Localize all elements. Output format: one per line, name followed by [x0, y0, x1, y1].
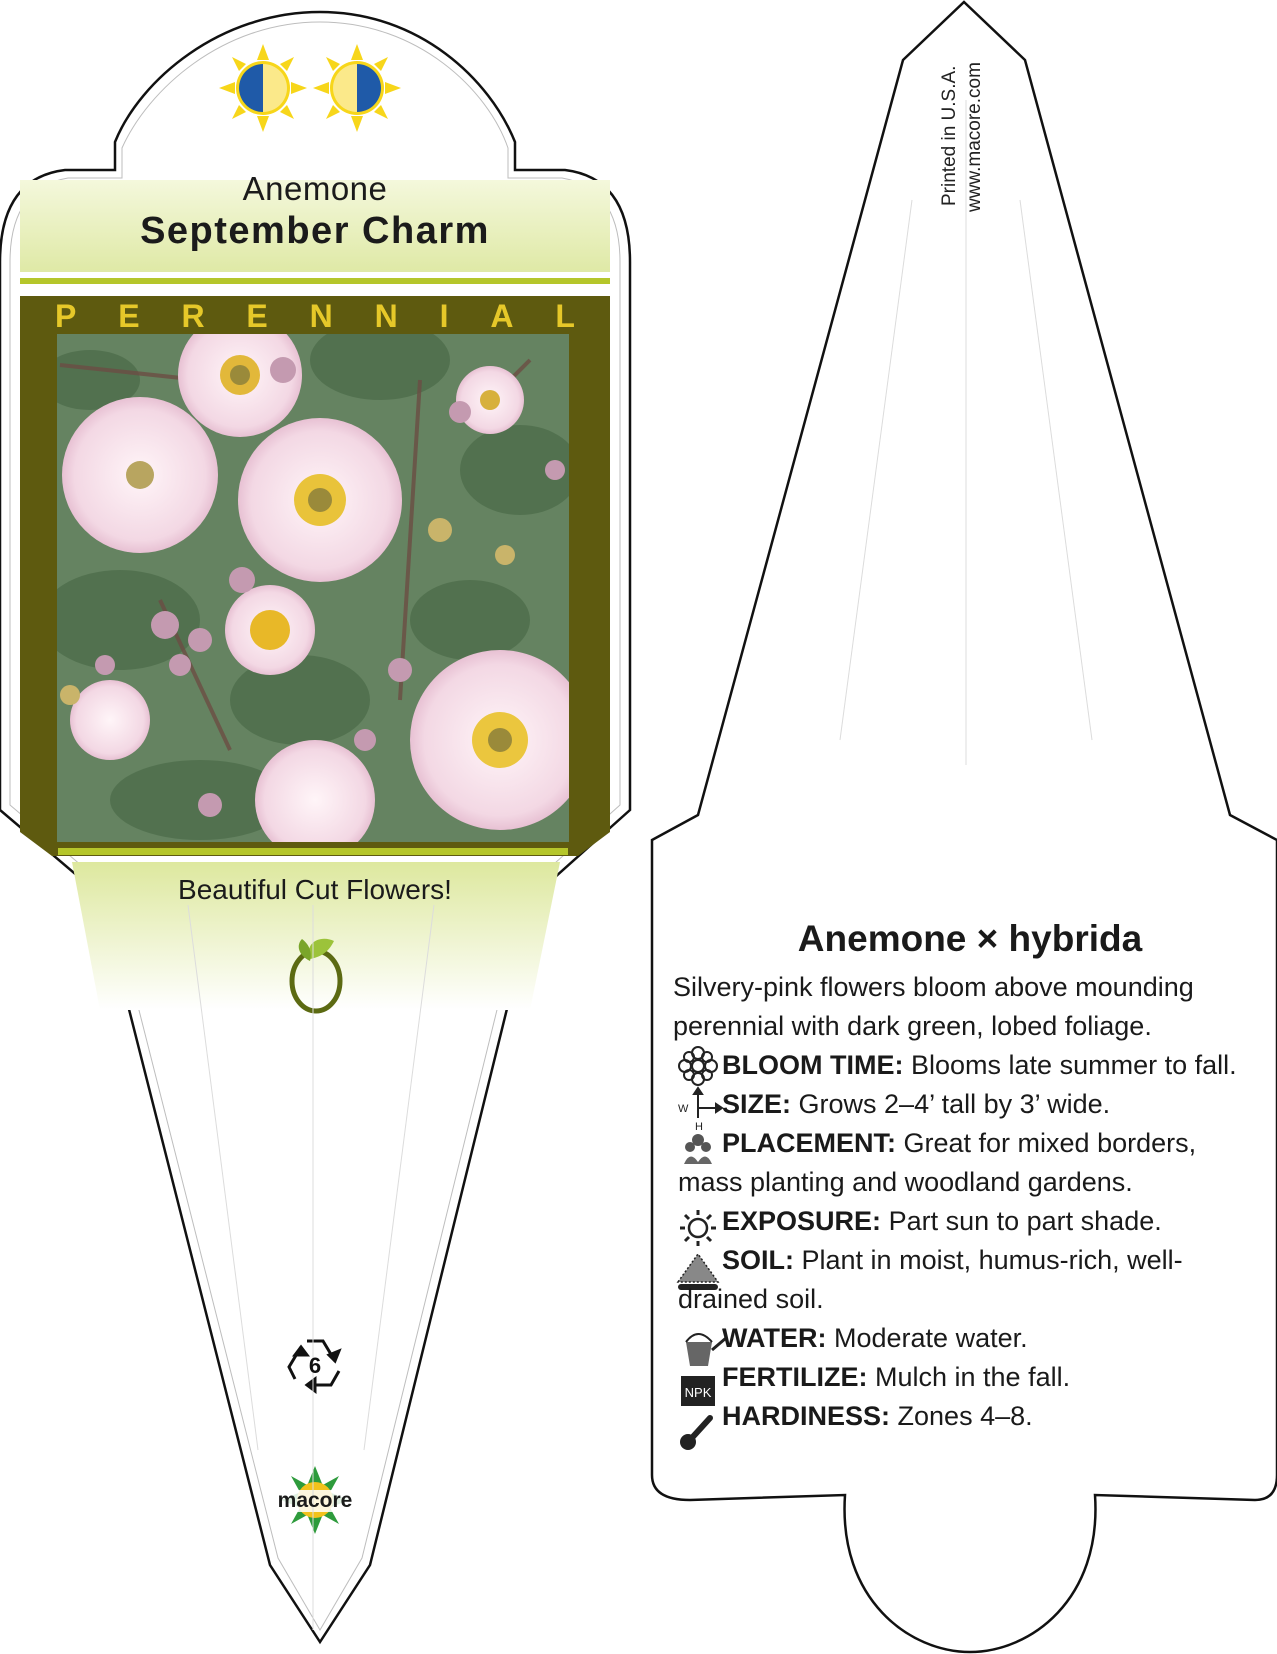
flower-bloom: [456, 366, 524, 434]
npk-label: NPK: [684, 1385, 712, 1400]
flower-photo: [40, 313, 590, 860]
attribute-text: Part sun to part shade.: [888, 1206, 1162, 1236]
category-letter: A: [490, 298, 514, 334]
attribute-row: [678, 1124, 1258, 1202]
description: Silvery-pink flowers bloom above mounding perennial with dark green, lobed foliage.: [673, 972, 1194, 1041]
category-letter: P: [55, 298, 77, 334]
common-name: Anemone: [242, 170, 388, 207]
recycle-code: 6: [308, 1353, 322, 1378]
sun-shade-icon: [313, 44, 401, 132]
attribute-row: [678, 1202, 1258, 1241]
attribute-row: [678, 1085, 1258, 1124]
svg-text:H: H: [695, 1121, 703, 1133]
tagline: Beautiful Cut Flowers!: [178, 874, 452, 905]
attribute-text: Plant in moist, humus-rich, well-drained soil.: [678, 1245, 1183, 1314]
attribute-label: PLACEMENT:: [722, 1128, 896, 1158]
category-letter: N: [309, 298, 333, 334]
category-letter: N: [374, 298, 398, 334]
photo-frame-rule: [58, 848, 568, 855]
sun-shade-icon: [219, 44, 307, 132]
flower-bloom: [255, 740, 375, 860]
attribute-label: BLOOM TIME:: [722, 1050, 904, 1080]
attribute-label: EXPOSURE:: [722, 1206, 882, 1236]
attribute-row: [678, 1358, 1258, 1397]
attribute-text: Great for mixed borders, mass planting and woodland gardens.: [678, 1128, 1197, 1197]
care-info: [673, 968, 1258, 1436]
print-note-country: Printed in U.S.A.: [939, 65, 960, 206]
flower-bloom: [225, 585, 315, 675]
flower-bloom: [62, 397, 218, 553]
category-letter: L: [555, 298, 575, 334]
flower-bloom: [70, 680, 150, 760]
brand-name: macore: [277, 1489, 353, 1512]
category-label: [55, 298, 575, 335]
attribute-text: Blooms late summer to fall.: [911, 1050, 1237, 1080]
attribute-row: [678, 1397, 1258, 1436]
category-letter: E: [246, 298, 268, 334]
flower-bloom: [238, 418, 402, 582]
attribute-text: Moderate water.: [834, 1323, 1028, 1353]
svg-text:W: W: [678, 1103, 689, 1115]
attribute-text: Zones 4–8.: [897, 1401, 1033, 1431]
attribute-row: [678, 1319, 1258, 1358]
category-letter: E: [118, 298, 140, 334]
flower-bloom: [410, 650, 590, 830]
attribute-row: [678, 1046, 1258, 1085]
cultivar-name: September Charm: [140, 210, 490, 252]
category-letter: R: [181, 298, 205, 334]
botanical-name: Anemone × hybrida: [797, 918, 1143, 959]
attribute-text: Mulch in the fall.: [875, 1362, 1071, 1392]
attribute-label: FERTILIZE:: [722, 1362, 868, 1392]
attribute-text: Grows 2–4’ tall by 3’ wide.: [798, 1089, 1111, 1119]
print-note-website: www.macore.com: [964, 62, 985, 212]
attribute-label: HARDINESS:: [722, 1401, 891, 1431]
category-letter: I: [439, 298, 449, 334]
attribute-label: SOIL:: [722, 1245, 794, 1275]
attribute-label: WATER:: [722, 1323, 827, 1353]
attribute-label: SIZE:: [722, 1089, 792, 1119]
attribute-row: [678, 1241, 1258, 1319]
title-band-rule: [20, 278, 610, 284]
